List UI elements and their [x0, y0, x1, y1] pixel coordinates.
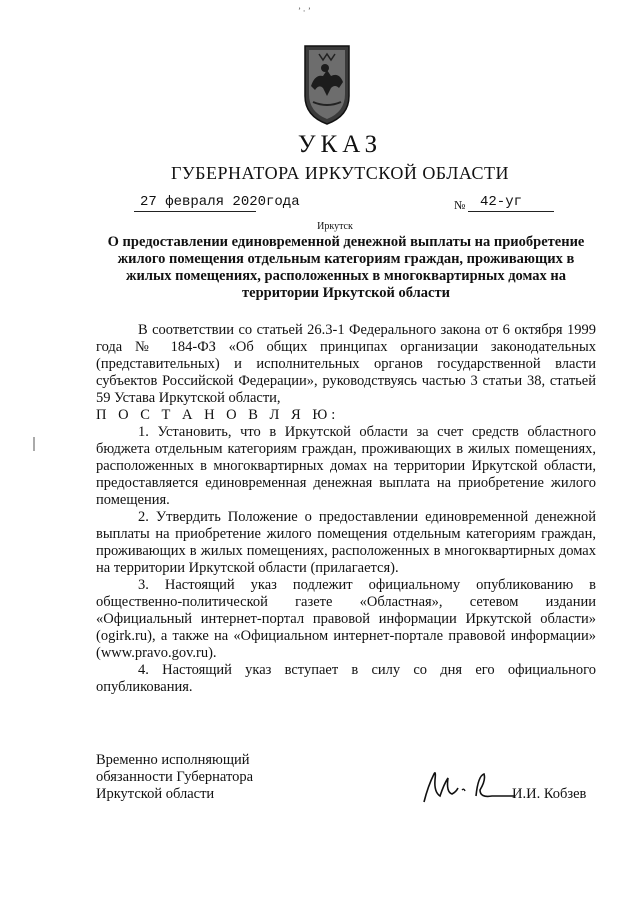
document-subtitle: ГУБЕРНАТОРА ИРКУТСКОЙ ОБЛАСТИ [170, 163, 510, 183]
signatory-line-2: обязанности Губернатора [96, 769, 254, 785]
date-number-line [0, 194, 640, 216]
document-body [96, 322, 596, 696]
scan-mark: ’ · ’ [298, 6, 311, 16]
document-heading: О предоставлении единовременной денежной выплаты на приобретение жилого помещения отдельным категориям граждан, проживающих в жилых помещениях, расположенных в многоквартирных домах на территории Иркутской области [107, 234, 585, 301]
margin-mark [33, 437, 35, 451]
document-title: УКАЗ [297, 131, 383, 158]
handwritten-signature [418, 766, 518, 806]
paragraph-3: 3. Настоящий указ подлежит официальному опубликованию в общественно-политической газете «Областная», сетевом издании «Официальный интернет-портал правовой информации Иркутской области» (ogirk.ru), а также на «Официальном интернет-портале правовой информации» (www.pravo.gov.ru). [96, 577, 596, 661]
signatory-line-1: Временно исполняющий [96, 752, 250, 768]
document-city: Иркутск [317, 221, 353, 232]
decree-word: П О С Т А Н О В Л Я Ю: [96, 407, 340, 423]
number-label: № [454, 198, 466, 212]
date-underline [134, 211, 256, 212]
document-number: 42-уг [480, 194, 523, 210]
signer-name: И.И. Кобзев [512, 786, 587, 802]
signatory-line-3: Иркутской области [96, 786, 215, 802]
paragraph-1: 1. Установить, что в Иркутской области за счет средств областного бюджета отдельным категориям граждан, проживающих в жилых помещениях, расположенных в многоквартирных домах на территории Иркутской области, предоставляется единовременная денежная выплата на приобретение жилого помещения. [96, 424, 596, 508]
paragraph-2: 2. Утвердить Положение о предоставлении единовременной денежной выплаты на приобретение жилого помещения отдельным категориям граждан, проживающих в жилых помещениях, расположенных в многоквартирных домах на территории Иркутской области (прилагается). [96, 509, 596, 576]
paragraph-4: 4. Настоящий указ вступает в силу со дня его официального опубликования. [96, 662, 596, 695]
document-date: 27 февраля 2020 [140, 194, 267, 210]
number-underline [468, 211, 554, 212]
date-suffix: года [266, 194, 300, 210]
coat-of-arms-icon [301, 44, 353, 126]
intro-paragraph: В соответствии со статьей 26.3-1 Федерального закона от 6 октября 1999 года № 184-ФЗ «Об общих принципах организации законодательных (представительных) и исполнительных органов государственной власти субъектов Российской Федерации», руководствуясь частью 3 статьи 38, статьей 59 Устава Иркутской области, [96, 322, 596, 406]
signatory-title [96, 752, 396, 803]
